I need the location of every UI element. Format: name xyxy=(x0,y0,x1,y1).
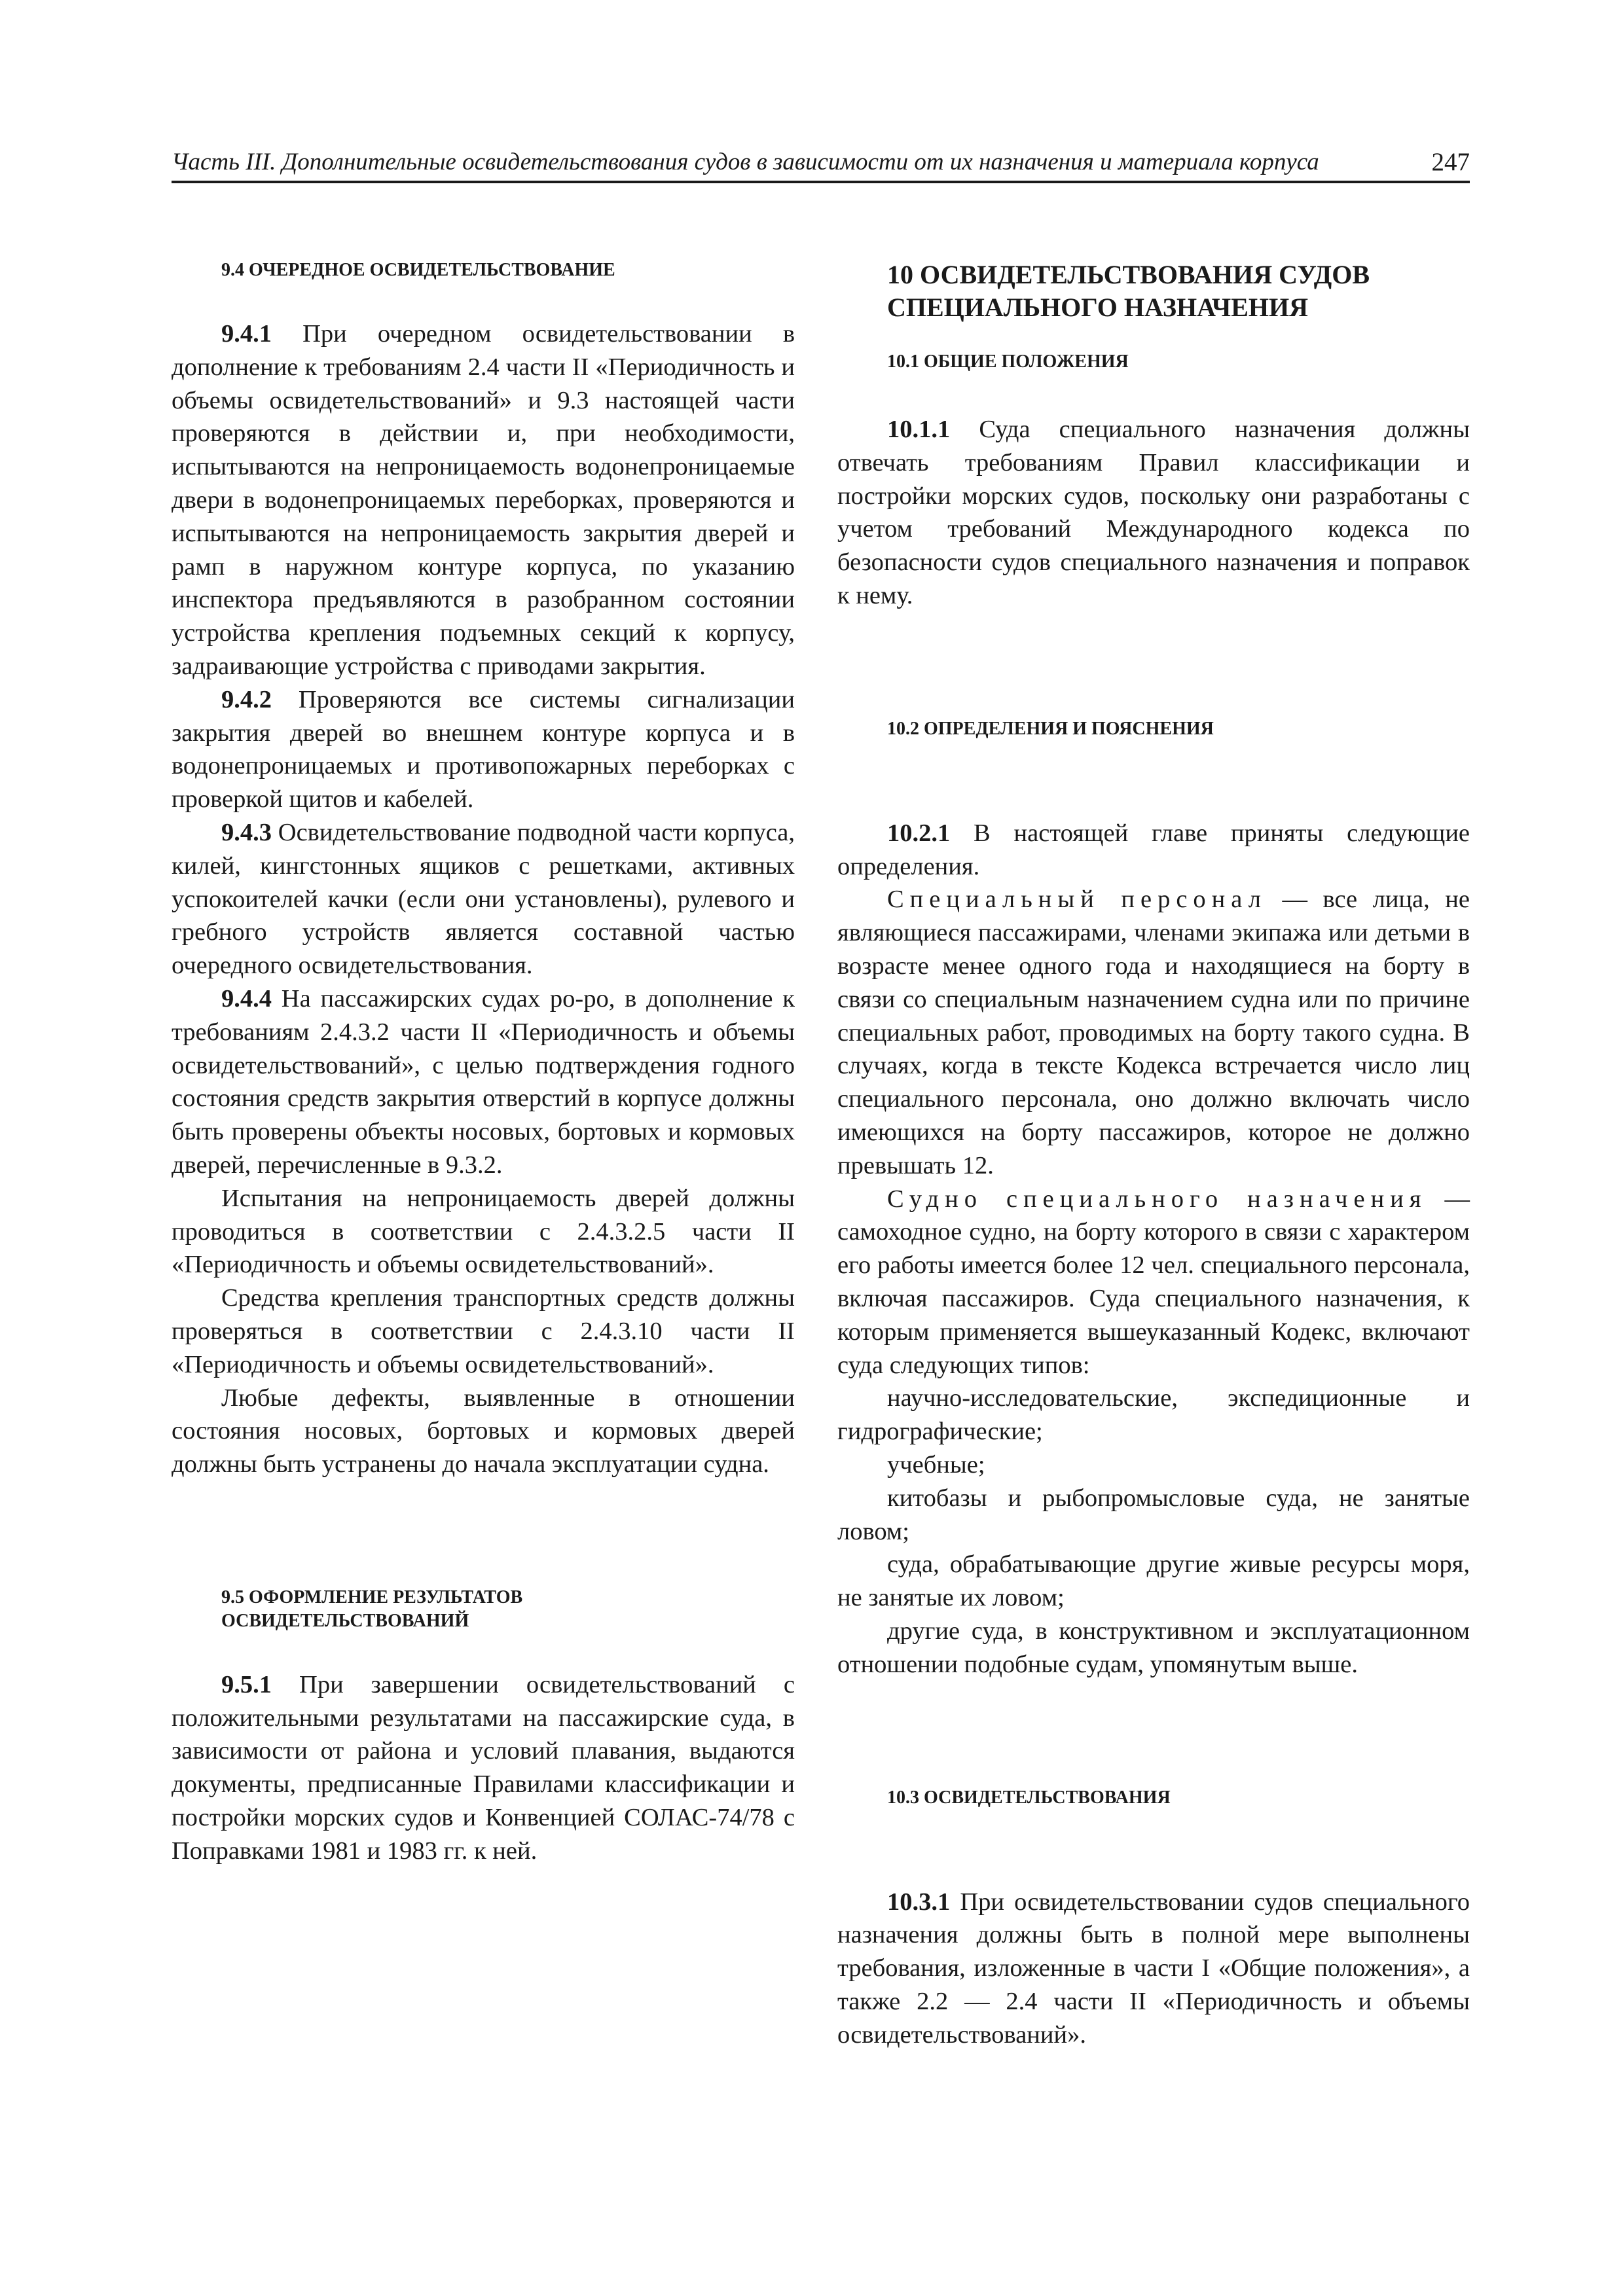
clause-10-3-1 xyxy=(837,1886,1470,2052)
clause-9-4-2-text: Проверяются все системы сигнализации закрытия дверей во внешнем контуре корпуса и в водонепроницаемых и противопожарных переборках с проверкой щитов и кабелей. xyxy=(172,685,795,814)
chapter-10-heading-line-2: СПЕЦИАЛЬНОГО НАЗНАЧЕНИЯ xyxy=(887,293,1309,322)
clause-9-4-4 xyxy=(172,982,795,1182)
clause-9-4-4-number: 9.4.4 xyxy=(221,984,272,1013)
section-10-2-heading: 10.2 ОПРЕДЕЛЕНИЯ И ПОЯСНЕНИЯ xyxy=(887,718,1214,739)
definition-special-personnel-text: — все лица, не являющиеся пассажирами, членами экипажа или детьми в возрасте менее одного года и находящиеся на борту в связи со специальным назначением судна или по причине специальных работ, проводимых на борту такого судна. В случаях, когда в тексте Кодекса встречается число лиц специального персонала, оно должно включать число имеющихся на борту пассажиров, которое не должно превышать 12. xyxy=(837,886,1470,1179)
list-item: суда, обрабатывающие другие живые ресурсы моря, не занятые их ловом; xyxy=(837,1551,1470,1612)
running-header-title: Часть III. Дополнительные освидетельствования судов в зависимости от их назначения и материала корпуса xyxy=(172,149,1319,175)
list-item: научно-исследовательские, экспедиционные и гидрографические; xyxy=(837,1384,1470,1446)
term-special-purpose-ship: Судно специального назначения xyxy=(887,1185,1427,1213)
definition-special-purpose-ship-text: — самоходное судно, на борту которого в связи с характером его работы имеется более 12 чел. специального персонала, включая пассажиров. Суда специального назначения, к которым применяется вышеуказанный Кодекс, включают суда следующих типов: xyxy=(837,1185,1470,1379)
clause-9-5-1-text: При завершении освидетельствований с положительными результатами на пассажирские суда, в зависимости от района и условий плавания, выдаются документы, предписанные Правилами классификации и постройки морских судов и Конвенцией СОЛАС-74/78 с Поправками 1981 и 1983 гг. к ней. xyxy=(172,1670,795,1865)
clause-9-4-4-para-c: Любые дефекты, выявленные в отношении состояния носовых, бортовых и кормовых дверей должны быть устранены до начала эксплуатации судна. xyxy=(172,1384,795,1479)
definition-special-purpose-ship xyxy=(837,1183,1470,1382)
section-9-4-heading: 9.4 ОЧЕРЕДНОЕ ОСВИДЕТЕЛЬСТВОВАНИЕ xyxy=(221,260,615,280)
clause-10-1-1-text: Суда специального назначения должны отвечать требованиям Правил классификации и постройки морских судов, поскольку они разработаны с учетом требований Международного кодекса по безопасности судов специального назначения и поправок к нему. xyxy=(837,416,1470,609)
clause-9-4-3-number: 9.4.3 xyxy=(221,818,272,846)
clause-10-2-1-number: 10.2.1 xyxy=(887,819,951,847)
clause-9-4-1-text: При очередном освидетельствовании в дополнение к требованиям 2.4 части II «Периодичность и объемы освидетельствований» и 9.3 настоящей части проверяются в действии и, при необходимости, испытываются на непроницаемость водонепроницаемые двери в водонепроницаемых переборках, проверяются и испытываются на непроницаемость закрытия дверей и рамп в наружном контуре корпуса, по указанию инспектора предъявляются в разобранном состоянии устройства крепления подъемных секций к корпусу, задраивающие устройства с приводами закрытия. xyxy=(172,320,795,680)
clause-9-4-3-text: Освидетельствование подводной части корпуса, килей, кингстонных ящиков с решетками, активных успокоителей качки (если они установлены), рулевого и гребного устройств является составной частью очередного освидетельствования. xyxy=(172,818,795,980)
clause-9-4-2 xyxy=(172,683,795,816)
clause-9-5-1-number: 9.5.1 xyxy=(221,1670,272,1698)
clause-9-4-4-para-a: Испытания на непроницаемость дверей должны проводиться в соответствии с 2.4.3.2.5 части II «Периодичность и объемы освидетельствований». xyxy=(172,1184,795,1279)
clause-9-4-1 xyxy=(172,317,795,683)
section-9-5-heading-line-1: 9.5 ОФОРМЛЕНИЕ РЕЗУЛЬТАТОВ xyxy=(221,1587,523,1607)
clause-9-4-3 xyxy=(172,816,795,982)
right-column xyxy=(837,259,1470,2051)
clause-10-1-1 xyxy=(837,413,1470,613)
definition-special-personnel xyxy=(837,883,1470,1182)
chapter-10-heading-line-1: 10 ОСВИДЕТЕЛЬСТВОВАНИЯ СУДОВ xyxy=(887,260,1370,289)
clause-10-1-1-number: 10.1.1 xyxy=(887,416,951,443)
running-header xyxy=(172,143,1470,183)
list-item: другие суда, в конструктивном и эксплуатационном отношении подобные судам, упомянутым выше. xyxy=(837,1617,1470,1678)
section-9-5-heading-line-2: ОСВИДЕТЕЛЬСТВОВАНИЙ xyxy=(221,1610,469,1631)
clause-10-2-1-text: В настоящей главе приняты следующие определения. xyxy=(837,819,1470,880)
clause-9-5-1 xyxy=(172,1668,795,1868)
term-special-personnel: Специальный персонал xyxy=(887,886,1267,914)
clause-10-2-1 xyxy=(837,817,1470,884)
clause-9-4-4-text: На пассажирских судах ро-ро, в дополнение к требованиям 2.4.3.2 части II «Периодичность и объемы освидетельствований», с целью подтверждения годного состояния средств закрытия отверстий в корпусе должны быть проверены объекты носовых, бортовых и кормовых дверей, перечисленные в 9.3.2. xyxy=(172,984,795,1179)
clause-10-3-1-number: 10.3.1 xyxy=(887,1888,951,1916)
clause-9-4-2-number: 9.4.2 xyxy=(221,685,272,713)
left-column xyxy=(172,259,795,1868)
page-number: 247 xyxy=(1431,148,1470,176)
clause-9-4-4-para-b: Средства крепления транспортных средств должны проверяться в соответствии с 2.4.3.10 части II «Периодичность и объемы освидетельствований». xyxy=(172,1284,795,1378)
clause-9-4-1-number: 9.4.1 xyxy=(221,320,272,348)
section-10-1-heading: 10.1 ОБЩИЕ ПОЛОЖЕНИЯ xyxy=(887,351,1129,372)
list-item: китобазы и рыбопромысловые суда, не занятые ловом; xyxy=(837,1484,1470,1545)
list-item: учебные; xyxy=(887,1450,985,1479)
section-10-3-heading: 10.3 ОСВИДЕТЕЛЬСТВОВАНИЯ xyxy=(887,1787,1171,1808)
clause-10-3-1-text: При освидетельствовании судов специального назначения должны быть в полной мере выполнены требования, изложенные в части I «Общие положения», а также 2.2 — 2.4 части II «Периодичность и объемы освидетельствований». xyxy=(837,1888,1470,2049)
